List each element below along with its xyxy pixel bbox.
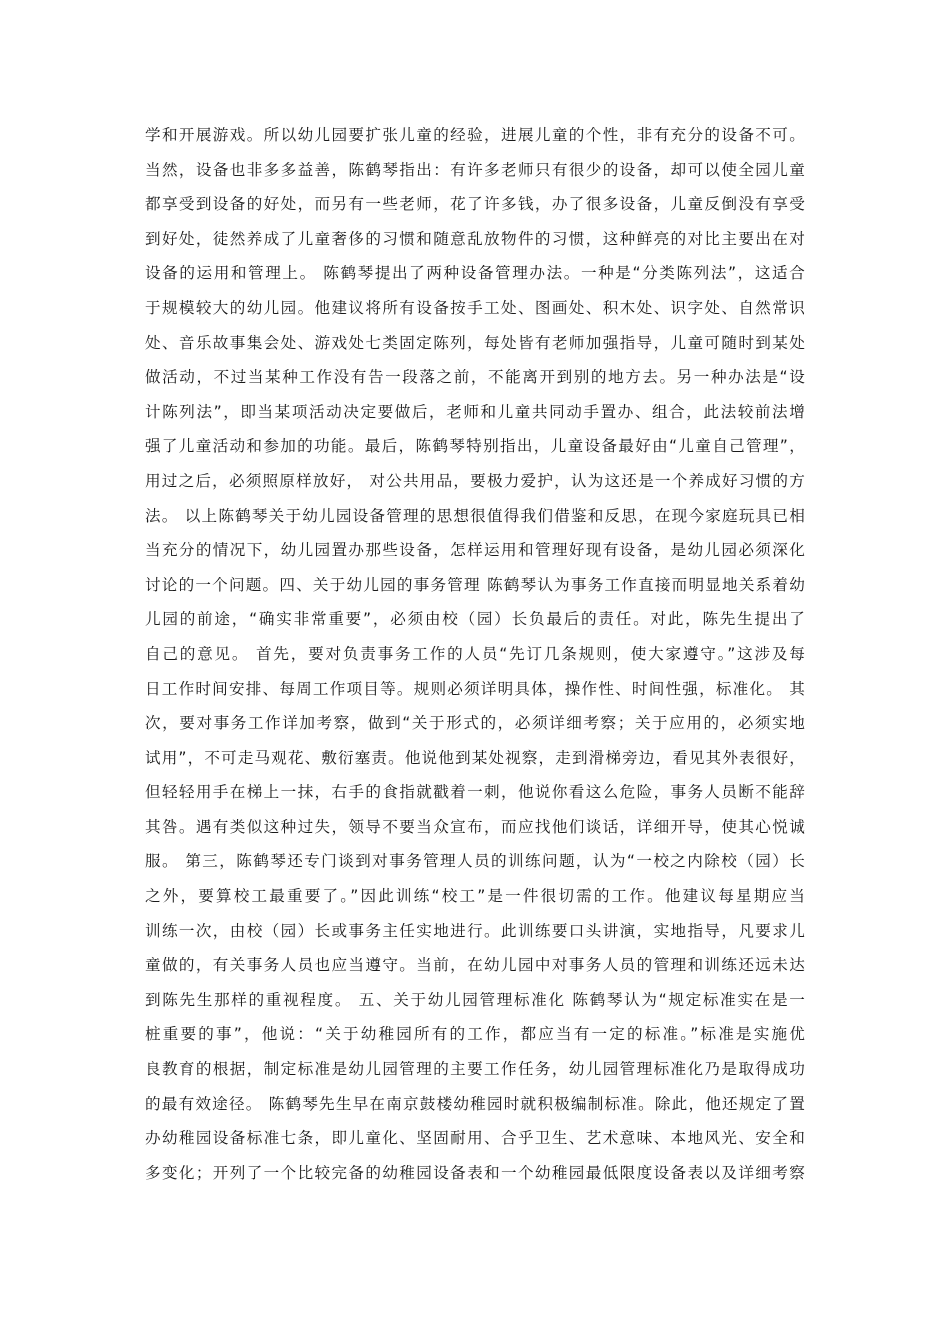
text-line: 但轻轻用手在梯上一抹，右手的食指就戳着一刺，他说你看这么危险，事务人员断不能辞: [145, 783, 805, 802]
text-line: 儿园的前途，“确实非常重要”，必须由校（园）长负最后的责任。对此，陈先生提出了: [145, 610, 805, 629]
text-line: 良教育的根据，制定标准是幼儿园管理的主要工作任务，幼儿园管理标准化乃是取得成功: [145, 1060, 805, 1079]
text-line: 办幼稚园设备标准七条，即儿童化、坚固耐用、合乎卫生、艺术意味、本地风光、安全和: [145, 1129, 805, 1148]
text-line: 设备的运用和管理上。 陈鹤琴提出了两种设备管理办法。一种是“分类陈列法”，这适合: [145, 264, 805, 283]
text-line: 当然，设备也非多多益善，陈鹤琴指出：有许多老师只有很少的设备，却可以使全园儿童: [145, 160, 805, 179]
text-line: 到好处，徒然养成了儿童奢侈的习惯和随意乱放物件的习惯，这种鲜亮的对比主要出在对: [145, 229, 805, 248]
text-line: 讨论的一个问题。四、关于幼儿园的事务管理 陈鹤琴认为事务工作直接而明显地关系着幼: [145, 575, 805, 594]
text-line: 强了儿童活动和参加的功能。最后，陈鹤琴特别指出，儿童设备最好由“儿童自己管理”，: [145, 437, 805, 456]
text-line: 童做的，有关事务人员也应当遵守。当前，在幼儿园中对事务人员的管理和训练还远未达: [145, 956, 805, 975]
text-line: 训练一次，由校（园）长或事务主任实地进行。此训练要口头讲演，实地指导，凡要求儿: [145, 921, 805, 940]
text-line: 做活动，不过当某种工作没有告一段落之前，不能离开到别的地方去。另一种办法是“设: [145, 368, 805, 387]
text-line: 服。 第三，陈鹤琴还专门谈到对事务管理人员的训练问题，认为“一校之内除校（园）长: [145, 852, 805, 871]
text-line: 处、音乐故事集会处、游戏处七类固定陈列，每处皆有老师加强指导，儿童可随时到某处: [145, 333, 805, 352]
text-line: 到陈先生那样的重视程度。 五、关于幼儿园管理标准化 陈鹤琴认为“规定标准实在是一: [145, 990, 805, 1009]
document-body: [145, 118, 805, 1190]
text-line: 法。 以上陈鹤琴关于幼儿园设备管理的思想很值得我们借鉴和反思，在现今家庭玩具已相: [145, 506, 805, 525]
text-line: 日工作时间安排、每周工作项目等。规则必须详明具体，操作性、时间性强，标准化。 其: [145, 679, 805, 698]
text-line: 都享受到设备的好处，而另有一些老师，花了许多钱，办了很多设备，儿童反倒没有享受: [145, 195, 805, 214]
text-line: 计陈列法”，即当某项活动决定要做后，老师和儿童共同动手置办、组合，此法较前法增: [145, 402, 805, 421]
text-line: 当充分的情况下，幼儿园置办那些设备，怎样运用和管理好现有设备，是幼儿园必须深化: [145, 541, 805, 560]
text-line: 学和开展游戏。所以幼儿园要扩张儿童的经验，进展儿童的个性，非有充分的设备不可。: [145, 126, 805, 144]
text-line: 次，要对事务工作详加考察，做到“关于形式的，必须详细考察；关于应用的，必须实地: [145, 714, 805, 733]
text-line: 于规模较大的幼儿园。他建议将所有设备按手工处、图画处、积木处、识字处、自然常识: [145, 298, 805, 317]
text-line: 之外，要算校工最重要了。”因此训练“校工”是一件很切需的工作。他建议每星期应当: [145, 887, 805, 906]
text-line: 多变化；开列了一个比较完备的幼稚园设备表和一个幼稚园最低限度设备表以及详细考察: [145, 1163, 805, 1182]
text-line: 自己的意见。 首先，要对负责事务工作的人员“先订几条规则，使大家遵守。”这涉及每: [145, 644, 805, 663]
text-line: 试用”，不可走马观花、敷衍塞责。他说他到某处视察，走到滑梯旁边，看见其外表很好，: [145, 748, 805, 767]
text-line: 其咎。遇有类似这种过失，领导不要当众宣布，而应找他们谈话，详细开导，使其心悦诚: [145, 817, 805, 836]
text-line: 的最有效途径。 陈鹤琴先生早在南京鼓楼幼稚园时就积极编制标准。除此，他还规定了置: [145, 1094, 805, 1113]
text-line: 桩重要的事”，他说：“关于幼稚园所有的工作，都应当有一定的标准。”标准是实施优: [145, 1025, 805, 1044]
text-line: 用过之后，必须照原样放好， 对公共用品，要极力爱护，认为这还是一个养成好习惯的方: [145, 471, 805, 490]
